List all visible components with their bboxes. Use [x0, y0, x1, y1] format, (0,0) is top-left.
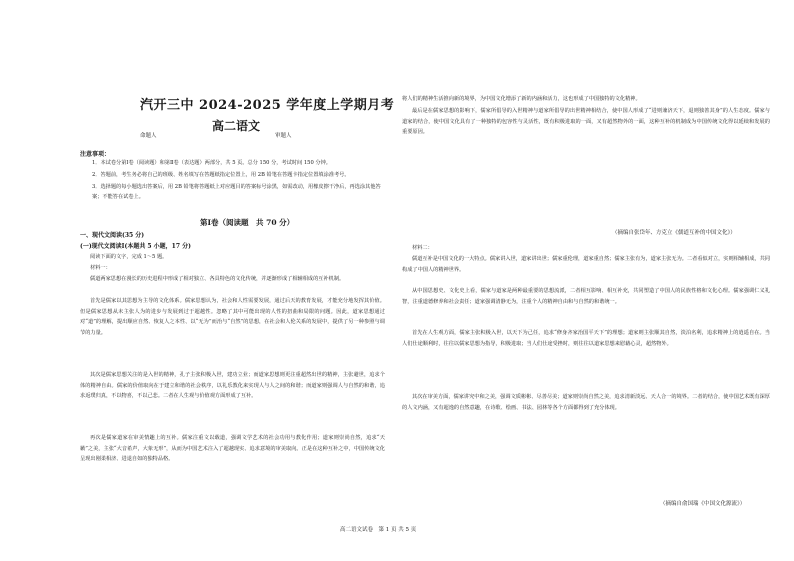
subject-title: 高二语文: [212, 119, 261, 133]
paragraph: 从中国思想史、文化史上看，儒家与道家是两种最重要的思想流派，二者相互影响、相互补充，共同塑造了中国人的民族性格和文化心理。儒家强调仁义礼智，注重道德修养和社会责任；道家强调清静无为，注重个人的精神自由和与自然的和谐统一。: [402, 288, 770, 305]
reviewer-label: 审题人: [275, 133, 292, 139]
paragraph: 首先是儒家以其思想为主导的文化体系。儒家思想认为，社会和人性需要发展，通过后天的教育发展，才能充分地发挥其价值。但是儒家思想从未主张人为的进步与发展到过于超越性。忽略了其中可能出现的人性的扭曲和局限的问题。因此，道家思想通过对“道”的理解，提出顺应自然、恢复人之本性、以“无为”而治与“自然”的思想，在社会和人伦关系的发展中，提供了另一种参照与调节的力量。: [80, 298, 385, 336]
notice-item: 2．答题前，考生务必将自己的班级、姓名填写在答题纸指定位置上，用 2B 铅笔在答题卡指定位置填涂准考号。: [92, 172, 350, 178]
instruction: 阅读下面的文字，完成 1～5 题。: [90, 254, 168, 260]
material-label: 材料一：: [90, 265, 111, 271]
notice-item: 3．选择题的每小题选出答案后，用 2B 铅笔将答题纸上对应题目的答案标号涂黑，如需改动，用橡皮擦干净后，再选涂其他答案；不能答在试卷上。: [92, 184, 381, 201]
source-note: （摘编自张岱年、方克立《儒道互补的中国文化》）: [612, 230, 736, 236]
exam-title: 汽开三中 2024-2025 学年度上学期月考: [140, 98, 395, 113]
paragraph: 其次在审美方面，儒家讲究中和之美，强调文质彬彬、尽善尽美；道家则崇尚自然之美，追求清新淡远、天人合一的境界。二者的结合，使中国艺术既有深厚的人文内涵，又有超逸的自然意趣，在诗歌、绘画、书法、园林等各个方面都得到了充分体现。: [402, 394, 770, 411]
paragraph: 将人们的精神生活推向新的境界，为中国文化增添了新的内涵和活力，这也形成了中国独特的文化精神。: [402, 96, 641, 102]
part-title: 第Ⅰ卷（阅读题 共 70 分）: [200, 218, 295, 227]
source-note: （摘编自俞国瑞《中国文化源流》）: [660, 501, 746, 507]
paragraph: 其次是儒家思想关注的是入世的精神，孔子主张积极入世，建功立业；而道家思想则更注重超然出世的精神，主张避世，追求个体的精神自由。儒家的价值取向在于建立和谐的社会秩序，以礼乐教化来实现人与人之间的和谐；而道家则强调人与自然的和谐，追求返璞归真，不以物喜，不以己悲。二者在人生观与价值观方面形成了互补。: [80, 372, 385, 400]
material-label: 材料二：: [412, 245, 433, 251]
subsection-title: (一)现代文阅读Ⅰ(本题共 5 小题，17 分): [80, 243, 191, 250]
page-footer: 高二语文试卷 第 1 页 共 5 页: [340, 527, 417, 533]
notice-title: 注意事项：: [80, 151, 111, 158]
paragraph: 儒道互补是中国文化的一大特点。儒家讲入世，道家讲出世；儒家重伦理，道家重自然；儒家主张有为，道家主张无为。二者看似对立，实则相辅相成，共同构成了中国人的精神世界。: [402, 256, 770, 273]
section-title: 一、现代文阅读(35 分): [80, 232, 145, 239]
notice-item: 1．本试卷分第Ⅰ卷（阅读题）和第Ⅱ卷（表达题）两部分，共 5 页。总分 150 分，考试时间 150 分钟。: [92, 160, 331, 166]
paragraph: 首先在人生观方面，儒家主张积极入世，以天下为己任，追求“修身齐家治国平天下”的理想；道家则主张顺其自然，淡泊名利，追求精神上的逍遥自在。当人们仕途顺利时，往往以儒家思想为指导，积极进取；当人们仕途受挫时，则往往以道家思想来慰藉心灵，超然物外。: [402, 330, 770, 347]
setter-label: 命题人: [140, 133, 157, 139]
paragraph: 再次是儒家道家在审美情趣上的互补。儒家注重文以载道，强调文学艺术的社会功用与教化作用；道家则崇尚自然，追求“天籁”之美，主张“大音希声，大象无形”，从而为中国艺术注入了超越现实、追求意境的审美取向。正是在这种互补之中，中国传统文化呈现出刚柔相济、进退自如的独特品格。: [80, 435, 385, 463]
paragraph: 儒道两家思想在漫长的历史进程中形成了相对独立、各具特色的文化传统，并逐渐形成了相辅相成的互补机制。: [90, 276, 345, 282]
paragraph: 最后是在儒家思想的影响下，儒家所倡导的入世精神与道家所倡导的出世精神相结合，使中国人形成了“进则兼济天下，退则独善其身”的人生态度。儒家与道家的结合，使中国文化具有了一种独特的包容性与灵活性，既有积极进取的一面，又有超然物外的一面，这种互补的机制成为中国传统文化得以延续和发展的重要原因。: [402, 108, 770, 136]
